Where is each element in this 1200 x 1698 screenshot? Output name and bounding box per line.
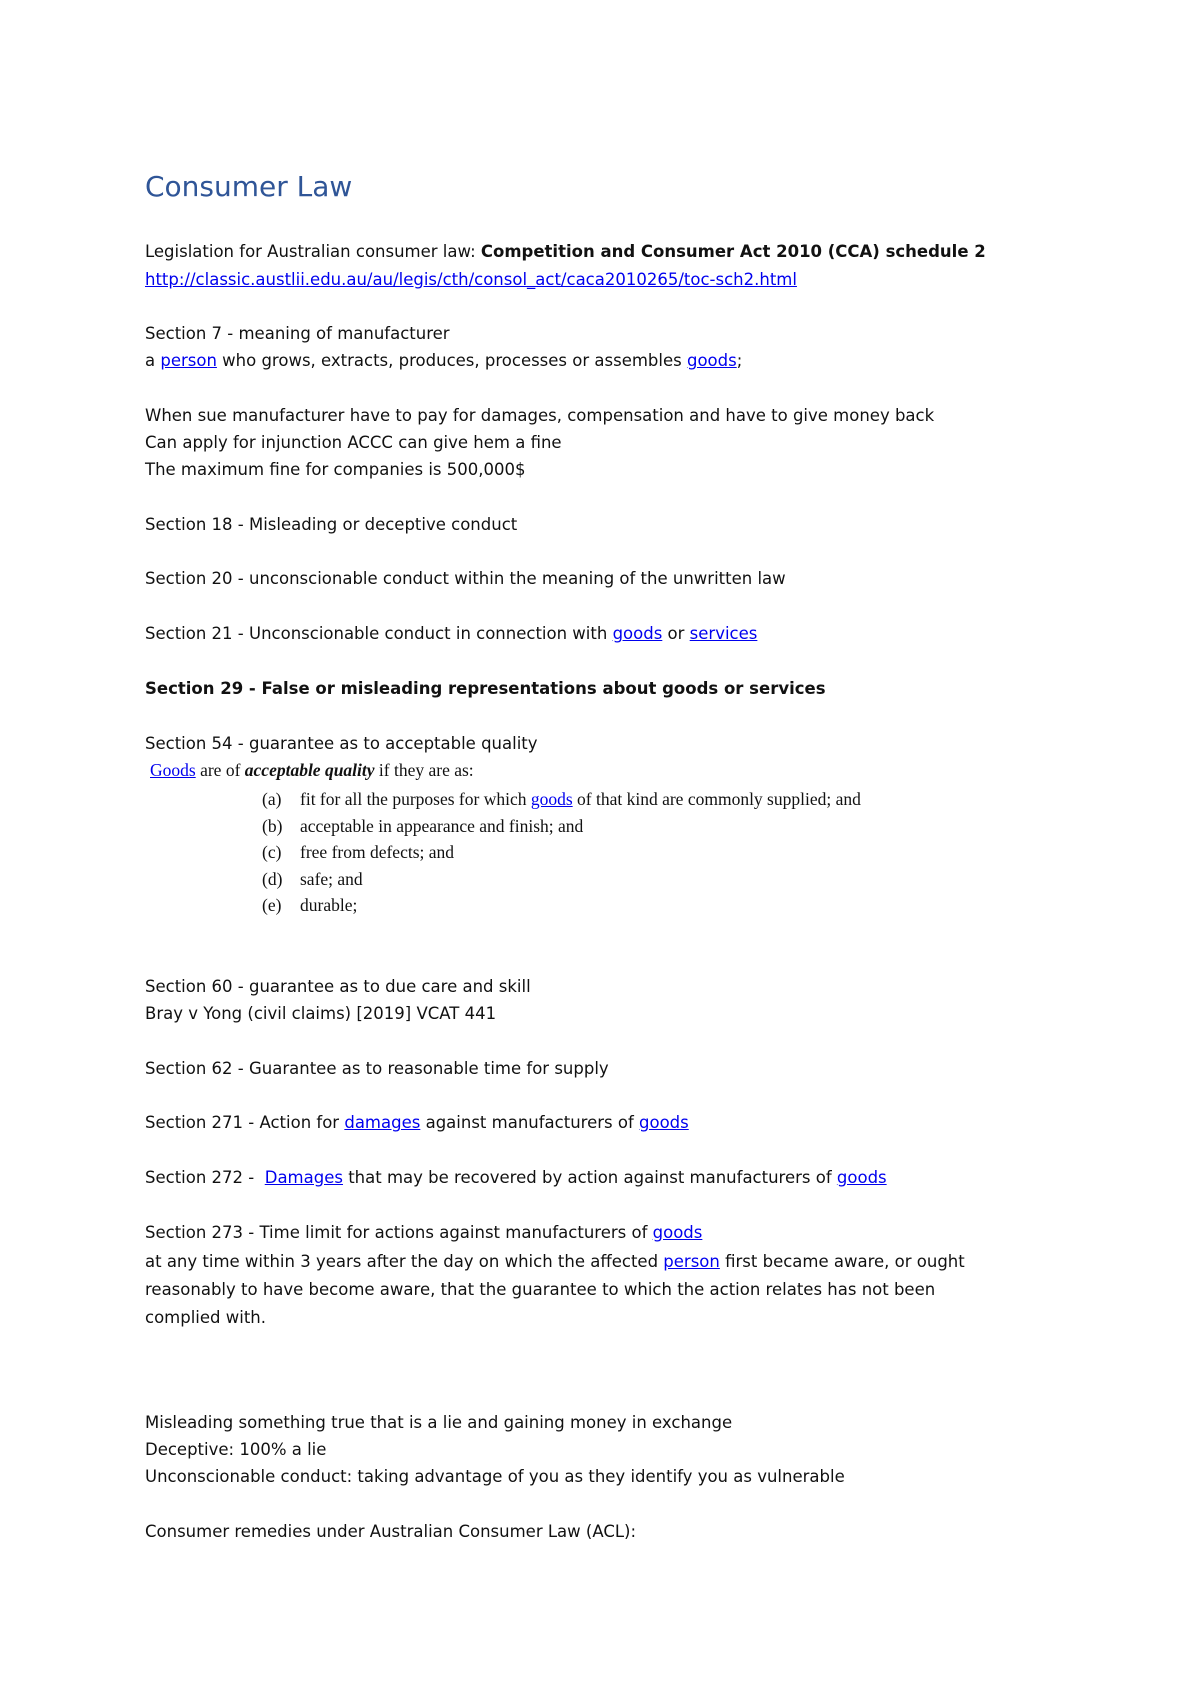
list-item — [262, 866, 861, 893]
list-item — [262, 839, 861, 866]
section-54-intro — [150, 759, 474, 781]
section-272-text: that may be recovered by action against manufacturers of — [342, 1168, 837, 1187]
person-link[interactable]: person — [663, 1252, 720, 1271]
note-sue: When sue manufacturer have to pay for damages, compensation and have to give money back — [145, 406, 935, 425]
section-21-text: or — [662, 624, 690, 643]
section-273-line-2: reasonably to have become aware, that the guarantee to which the action relates has not been — [145, 1280, 936, 1299]
section-271-text: against manufacturers of — [420, 1113, 640, 1132]
section-60-heading: Section 60 - guarantee as to due care and skill — [145, 977, 531, 996]
list-item — [262, 892, 861, 919]
legislation-url-link[interactable]: http://classic.austlii.edu.au/au/legis/cth/consol_act/caca2010265/toc-sch2.html — [145, 270, 797, 289]
goods-link[interactable]: goods — [686, 351, 737, 370]
list-item-text: free from defects; and — [300, 842, 455, 862]
damages-link[interactable]: Damages — [264, 1168, 343, 1187]
section-54-heading: Section 54 - guarantee as to acceptable quality — [145, 734, 538, 753]
definition-misleading: Misleading something true that is a lie and gaining money in exchange — [145, 1413, 733, 1432]
person-link[interactable]: person — [160, 351, 217, 370]
list-item-text: of that kind are commonly supplied; and — [572, 789, 861, 809]
section-273-line-3: complied with. — [145, 1308, 267, 1327]
list-marker: (c) — [262, 842, 282, 862]
damages-link[interactable]: damages — [344, 1113, 421, 1132]
legislation-act: Competition and Consumer Act 2010 (CCA) schedule 2 — [480, 242, 986, 261]
legislation-url-line — [145, 269, 797, 291]
list-marker: (e) — [262, 895, 282, 915]
goods-link[interactable]: Goods — [150, 760, 196, 780]
definition-text: ; — [736, 351, 743, 370]
definition-text: who grows, extracts, produces, processes or assembles — [216, 351, 687, 370]
section-273-text: Section 273 - Time limit for actions against manufacturers of — [145, 1223, 653, 1242]
definition-deceptive: Deceptive: 100% a lie — [145, 1440, 327, 1459]
legislation-prefix: Legislation for Australian consumer law: — [145, 242, 481, 261]
remedies-heading: Consumer remedies under Australian Consumer Law (ACL): — [145, 1522, 637, 1541]
section-273-text: at any time within 3 years after the day on which the affected — [145, 1252, 664, 1271]
acceptable-quality-term: acceptable quality — [244, 760, 375, 780]
section-29: Section 29 - False or misleading representations about goods or services — [145, 679, 826, 698]
list-item-text: safe; and — [300, 868, 363, 889]
list-item — [262, 786, 861, 813]
section-18: Section 18 - Misleading or deceptive conduct — [145, 515, 518, 534]
list-item-text: fit for all the purposes for which — [300, 789, 531, 809]
section-272-text: Section 272 - — [145, 1168, 265, 1187]
note-fine: The maximum fine for companies is 500,000$ — [145, 460, 526, 479]
goods-link[interactable]: goods — [530, 789, 573, 809]
services-link[interactable]: services — [689, 624, 758, 643]
section-271-text: Section 271 - Action for — [145, 1113, 345, 1132]
section-62: Section 62 - Guarantee as to reasonable time for supply — [145, 1059, 609, 1078]
note-injunction: Can apply for injunction ACCC can give hem a fine — [145, 433, 562, 452]
definition-unconscionable: Unconscionable conduct: taking advantage of you as they identify you as vulnerable — [145, 1467, 845, 1486]
section-21-text: Section 21 - Unconscionable conduct in connection with — [145, 624, 613, 643]
list-marker: (a) — [262, 789, 282, 809]
list-marker: (b) — [262, 815, 283, 836]
definition-text: a — [145, 351, 161, 370]
section-21 — [145, 623, 757, 645]
list-item-text: acceptable in appearance and finish; and — [300, 815, 584, 836]
section-273-line-1 — [145, 1251, 965, 1273]
section-271 — [145, 1112, 689, 1134]
page-title: Consumer Law — [145, 170, 353, 203]
goods-link[interactable]: goods — [836, 1168, 887, 1187]
list-item — [262, 813, 861, 840]
goods-link[interactable]: goods — [652, 1223, 703, 1242]
section-54-text: if they are as: — [374, 760, 474, 780]
list-marker: (d) — [262, 868, 283, 889]
section-273-heading — [145, 1222, 702, 1244]
goods-link[interactable]: goods — [639, 1113, 689, 1132]
section-54-text: are of — [195, 760, 245, 780]
goods-link[interactable]: goods — [612, 624, 663, 643]
acceptable-quality-list — [262, 786, 861, 919]
section-7-heading: Section 7 - meaning of manufacturer — [145, 324, 450, 343]
list-item-text: durable; — [300, 895, 358, 915]
section-272 — [145, 1167, 887, 1189]
section-60-case: Bray v Yong (civil claims) [2019] VCAT 441 — [145, 1004, 497, 1023]
legislation-line — [145, 241, 986, 263]
section-273-text: first became aware, or ought — [719, 1252, 965, 1271]
section-7-definition — [145, 350, 742, 372]
section-20: Section 20 - unconscionable conduct within the meaning of the unwritten law — [145, 569, 786, 588]
